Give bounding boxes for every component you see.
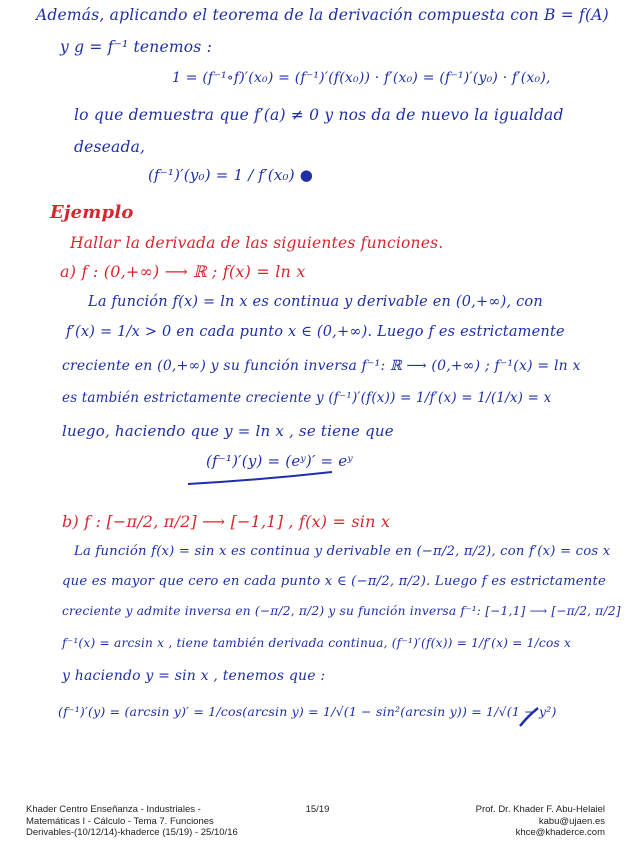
text-line-b3: creciente y admite inversa en (−π/2, π/2) y su función inversa f⁻¹: [−1,1] ⟶ [−π/2, π/2] xyxy=(62,604,621,618)
example-instruction: Hallar la derivada de las siguientes funciones. xyxy=(70,234,444,252)
text-line-b4: f⁻¹(x) = arcsin x , tiene también derivada continua, (f⁻¹)′(f(x)) = 1/f′(x) = 1/cos x xyxy=(62,636,572,650)
footer-left-line-2: Matemáticas I - Cálculo - Tema 7. Funciones xyxy=(26,815,214,827)
equation-b-result: (f⁻¹)′(y) = (arcsin y)′ = 1/cos(arcsin y) = 1/√(1 − sin²(arcsin y)) = 1/√(1 − y²) xyxy=(58,704,557,719)
text-line-1: Además, aplicando el teorema de la derivación compuesta con B = f(A) xyxy=(36,6,609,24)
text-line-a5: luego, haciendo que y = ln x , se tiene que xyxy=(62,422,394,440)
footer-left-line-3: Derivables-(10/12/14)-khaderce (15/19) - 25/10/16 xyxy=(26,827,238,838)
text-line-a1: La función f(x) = ln x es continua y derivable en (0,+∞), con xyxy=(88,294,543,310)
text-line-a4: es también estrictamente creciente y (f⁻¹)′(f(x)) = 1/f′(x) = 1/(1/x) = x xyxy=(62,390,552,406)
text-line-a2: f′(x) = 1/x > 0 en cada punto x ∈ (0,+∞). Luego f es estrictamente xyxy=(66,324,565,340)
email-2: khce@khaderce.com xyxy=(515,827,605,838)
text-line-4: lo que demuestra que f′(a) ≠ 0 y nos da de nuevo la igualdad xyxy=(74,106,564,124)
footer-left-line-1: Khader Centro Enseñanza - Industriales - xyxy=(26,804,201,815)
text-line-5: deseada, xyxy=(74,138,146,156)
text-line-b5: y haciendo y = sin x , tenemos que : xyxy=(62,668,326,684)
author-name: Prof. Dr. Khader F. Abu-Helaiel xyxy=(475,804,605,815)
text-line-a3: creciente en (0,+∞) y su función inversa f⁻¹: ℝ ⟶ (0,+∞) ; f⁻¹(x) = ln x xyxy=(62,358,581,374)
equation-chain-rule: 1 = (f⁻¹∘f)′(x₀) = (f⁻¹)′(f(x₀)) · f′(x₀) = (f⁻¹)′(y₀) · f′(x₀), xyxy=(172,70,551,86)
text-line-b1: La función f(x) = sin x es continua y derivable en (−π/2, π/2), con f′(x) = cos x xyxy=(74,544,611,559)
footer-right xyxy=(476,804,605,839)
example-b-title: b) f : [−π/2, π/2] ⟶ [−1,1] , f(x) = sin x xyxy=(62,512,391,531)
text-line-2: y g = f⁻¹ tenemos : xyxy=(60,38,212,56)
example-a-title: a) f : (0,+∞) ⟶ ℝ ; f(x) = ln x xyxy=(60,262,306,281)
heading-ejemplo: Ejemplo xyxy=(50,202,134,223)
equation-a-result: (f⁻¹)′(y) = (eʸ)′ = eʸ xyxy=(206,452,353,470)
text-line-b2: que es mayor que cero en cada punto x ∈ (−π/2, π/2). Luego f es estrictamente xyxy=(62,574,607,589)
email-1: kabu@ujaen.es xyxy=(538,815,605,827)
equation-inverse-derivative: (f⁻¹)′(y₀) = 1 / f′(x₀) ● xyxy=(148,166,314,184)
page-number: 15/19 xyxy=(305,804,330,815)
